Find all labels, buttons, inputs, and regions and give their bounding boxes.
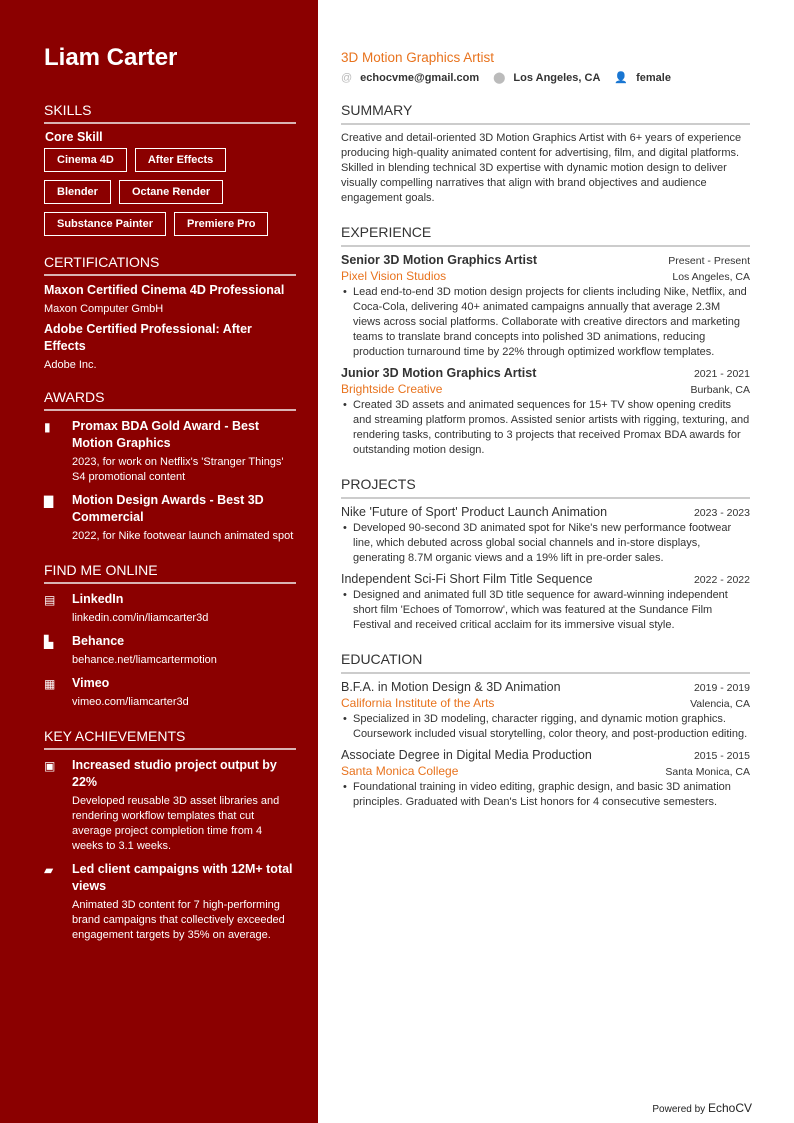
cert-issuer: Adobe Inc. — [44, 359, 97, 371]
online-heading: FIND ME ONLINE — [44, 562, 296, 584]
award-item — [44, 418, 296, 485]
achievement-item — [44, 861, 296, 943]
main-content — [341, 50, 750, 810]
entry-title: Nike 'Future of Sport' Product Launch Animation — [341, 505, 608, 519]
skill-tag: Substance Painter — [44, 212, 166, 236]
entry-dates: 2021 - 2021 — [693, 368, 750, 380]
skills-heading: SKILLS — [44, 102, 296, 124]
bar-chart-icon: ▮ — [44, 420, 51, 434]
awards-heading: AWARDS — [44, 389, 296, 411]
location-icon: ⬤ — [493, 72, 506, 84]
location: Los Angeles, CA — [513, 71, 601, 84]
experience-list — [341, 253, 750, 458]
experience-heading: EXPERIENCE — [341, 224, 750, 247]
achievements-list — [44, 757, 296, 943]
projects-list — [341, 505, 750, 633]
profile-item — [44, 591, 296, 626]
entry-location: Valencia, CA — [690, 698, 750, 710]
award-body — [72, 418, 296, 485]
achievement-detail: Animated 3D content for 7 high-performing brand campaigns that collectively exceeded engagement targets by 35% on average. — [72, 899, 285, 941]
skill-tag: Octane Render — [119, 180, 223, 204]
entry-header — [341, 366, 750, 380]
entry-bullet: • Specialized in 3D modeling, character rigging, and dynamic motion graphics. Coursework included visual storytelling, color theory, and post-production editing. — [341, 712, 750, 742]
achievement-item — [44, 757, 296, 854]
profile-body — [72, 633, 217, 668]
candidate-name: Liam Carter — [44, 44, 178, 71]
online-list — [44, 591, 296, 710]
entry-header — [341, 680, 750, 694]
entry-dates: 2015 - 2015 — [693, 750, 750, 762]
email[interactable]: echocvme@gmail.com — [360, 71, 480, 84]
entry-bullet: • Developed 90-second 3D animated spot for Nike's new performance footwear line, which debuted across global social channels and in-store displays, generating 8.7M organic views and a 19% lift in pre-order sales. — [341, 521, 750, 566]
profile-title: Vimeo — [72, 676, 110, 690]
award-detail: 2022, for Nike footwear launch animated spot — [72, 530, 294, 542]
entry-header — [341, 253, 750, 267]
cert-issuer: Maxon Computer GmbH — [44, 303, 164, 315]
archive-icon: ▣ — [44, 759, 56, 773]
entry-location: Burbank, CA — [690, 384, 750, 396]
profile-url[interactable]: linkedin.com/in/liamcarter3d — [72, 612, 209, 624]
achievement-title: Increased studio project output by 22% — [72, 758, 277, 789]
entry-bullet: • Created 3D assets and animated sequences for 15+ TV show opening credits and streaming platform promos. Assisted senior artists with rigging, texturing, and rendering tasks, contributing to 3 projects that received Promax BDA awards for outstanding motion design. — [341, 398, 750, 458]
entry-dates: 2023 - 2023 — [693, 507, 750, 519]
core-skill-label: Core Skill — [45, 130, 103, 144]
achievements-heading: KEY ACHIEVEMENTS — [44, 728, 296, 750]
profile-url[interactable]: vimeo.com/liamcarter3d — [72, 696, 189, 708]
calendar-icon: ▦ — [44, 677, 56, 691]
skill-tag: After Effects — [135, 148, 226, 172]
entry-organization: Brightside Creative — [341, 382, 443, 396]
achievement-title: Led client campaigns with 12M+ total views — [72, 862, 293, 893]
skill-tag: Premiere Pro — [174, 212, 268, 236]
entry-bullet: • Foundational training in video editing, graphic design, and basic 3D animation principles. Graduated with Dean's List honors for 4 consecutive semesters. — [341, 780, 750, 810]
achievement-body — [72, 757, 296, 854]
email-icon: @ — [341, 71, 353, 84]
entry-subheader — [341, 382, 750, 396]
entry-organization: Pixel Vision Studios — [341, 269, 447, 283]
summary-heading: SUMMARY — [341, 102, 750, 125]
achievement-body — [72, 861, 296, 943]
entry-title: B.F.A. in Motion Design & 3D Animation — [341, 680, 561, 694]
skill-tag: Cinema 4D — [44, 148, 127, 172]
awards-list — [44, 418, 296, 544]
entry-organization: Santa Monica College — [341, 764, 459, 778]
footer — [652, 1101, 752, 1115]
certifications-list — [44, 282, 296, 371]
person-icon: 👤 — [614, 72, 629, 84]
brand: EchoCV — [707, 1101, 752, 1115]
entry-subheader — [341, 696, 750, 710]
entry-location: Santa Monica, CA — [665, 766, 750, 778]
sidebar — [0, 0, 318, 1123]
cert-title: Maxon Certified Cinema 4D Professional — [44, 283, 285, 297]
entry-bullet: • Designed and animated full 3D title sequence for award-winning independent short film 'Echoes of Tomorrow', which was featured at the Sundance Film Festival and received critical acclaim for its immersive visual style. — [341, 588, 750, 633]
contact-row — [341, 71, 750, 84]
profile-url[interactable]: behance.net/liamcartermotion — [72, 654, 217, 666]
award-title: Motion Design Awards - Best 3D Commercial — [72, 493, 264, 524]
entry-title: Senior 3D Motion Graphics Artist — [341, 253, 538, 267]
entry-subheader — [341, 269, 750, 283]
entry-location: Los Angeles, CA — [672, 271, 750, 283]
entry-subheader — [341, 764, 750, 778]
projects-heading: PROJECTS — [341, 476, 750, 499]
education-list — [341, 680, 750, 810]
powered-by: Powered by — [652, 1104, 706, 1115]
entry-dates: 2019 - 2019 — [693, 682, 750, 694]
file-icon: ▙ — [44, 635, 54, 649]
profile-body — [72, 675, 189, 710]
education-heading: EDUCATION — [341, 651, 750, 674]
entry-header — [341, 505, 750, 519]
entry-dates: Present - Present — [668, 255, 750, 267]
entry-header — [341, 572, 750, 586]
award-body — [72, 492, 296, 544]
achievement-detail: Developed reusable 3D asset libraries and rendering workflow templates that cut average project completion time from 4 weeks to 3.1 weeks. — [72, 795, 280, 852]
award-title: Promax BDA Gold Award - Best Motion Graphics — [72, 419, 260, 450]
document-icon: ▇ — [44, 494, 54, 508]
entry-bullet: • Lead end-to-end 3D motion design projects for clients including Nike, Netflix, and Coca-Cola, delivering 40+ animated campaigns annually that average 2.3M views across social platforms. Collaborate with creative directors and marketing teams to translate brand concepts into polished 3D animations, reducing production turnaround time by 22% through optimized workflow templates. — [341, 285, 750, 360]
profile-body — [72, 591, 208, 626]
skill-tag: Blender — [44, 180, 111, 204]
entry-organization: California Institute of the Arts — [341, 696, 495, 710]
chat-icon: ▰ — [44, 863, 54, 877]
profile-item — [44, 675, 296, 710]
cert-title: Adobe Certified Professional: After Effects — [44, 322, 252, 353]
certifications-heading: CERTIFICATIONS — [44, 254, 296, 276]
entry-dates: 2022 - 2022 — [693, 574, 750, 586]
profile-title: Behance — [72, 634, 125, 648]
entry-title: Junior 3D Motion Graphics Artist — [341, 366, 537, 380]
profile-title: LinkedIn — [72, 592, 124, 606]
award-item — [44, 492, 296, 544]
entry-title: Independent Sci-Fi Short Film Title Sequence — [341, 572, 593, 586]
job-title: 3D Motion Graphics Artist — [341, 50, 495, 65]
skill-tags — [44, 148, 296, 236]
clipboard-icon: ▤ — [44, 593, 56, 607]
profile-item — [44, 633, 296, 668]
award-detail: 2023, for work on Netflix's 'Stranger Things' S4 promotional content — [72, 456, 284, 483]
entry-header — [341, 748, 750, 762]
summary-text: Creative and detail-oriented 3D Motion Graphics Artist with 6+ years of experience producing high-quality animated content for advertising, film, and digital platforms. Skilled in blending technical 3D expertise with dynamic motion design to deliver visually compelling narratives that align with brand objectives and audience engagement goals. — [341, 132, 742, 204]
entry-title: Associate Degree in Digital Media Production — [341, 748, 592, 762]
gender: female — [636, 71, 671, 84]
